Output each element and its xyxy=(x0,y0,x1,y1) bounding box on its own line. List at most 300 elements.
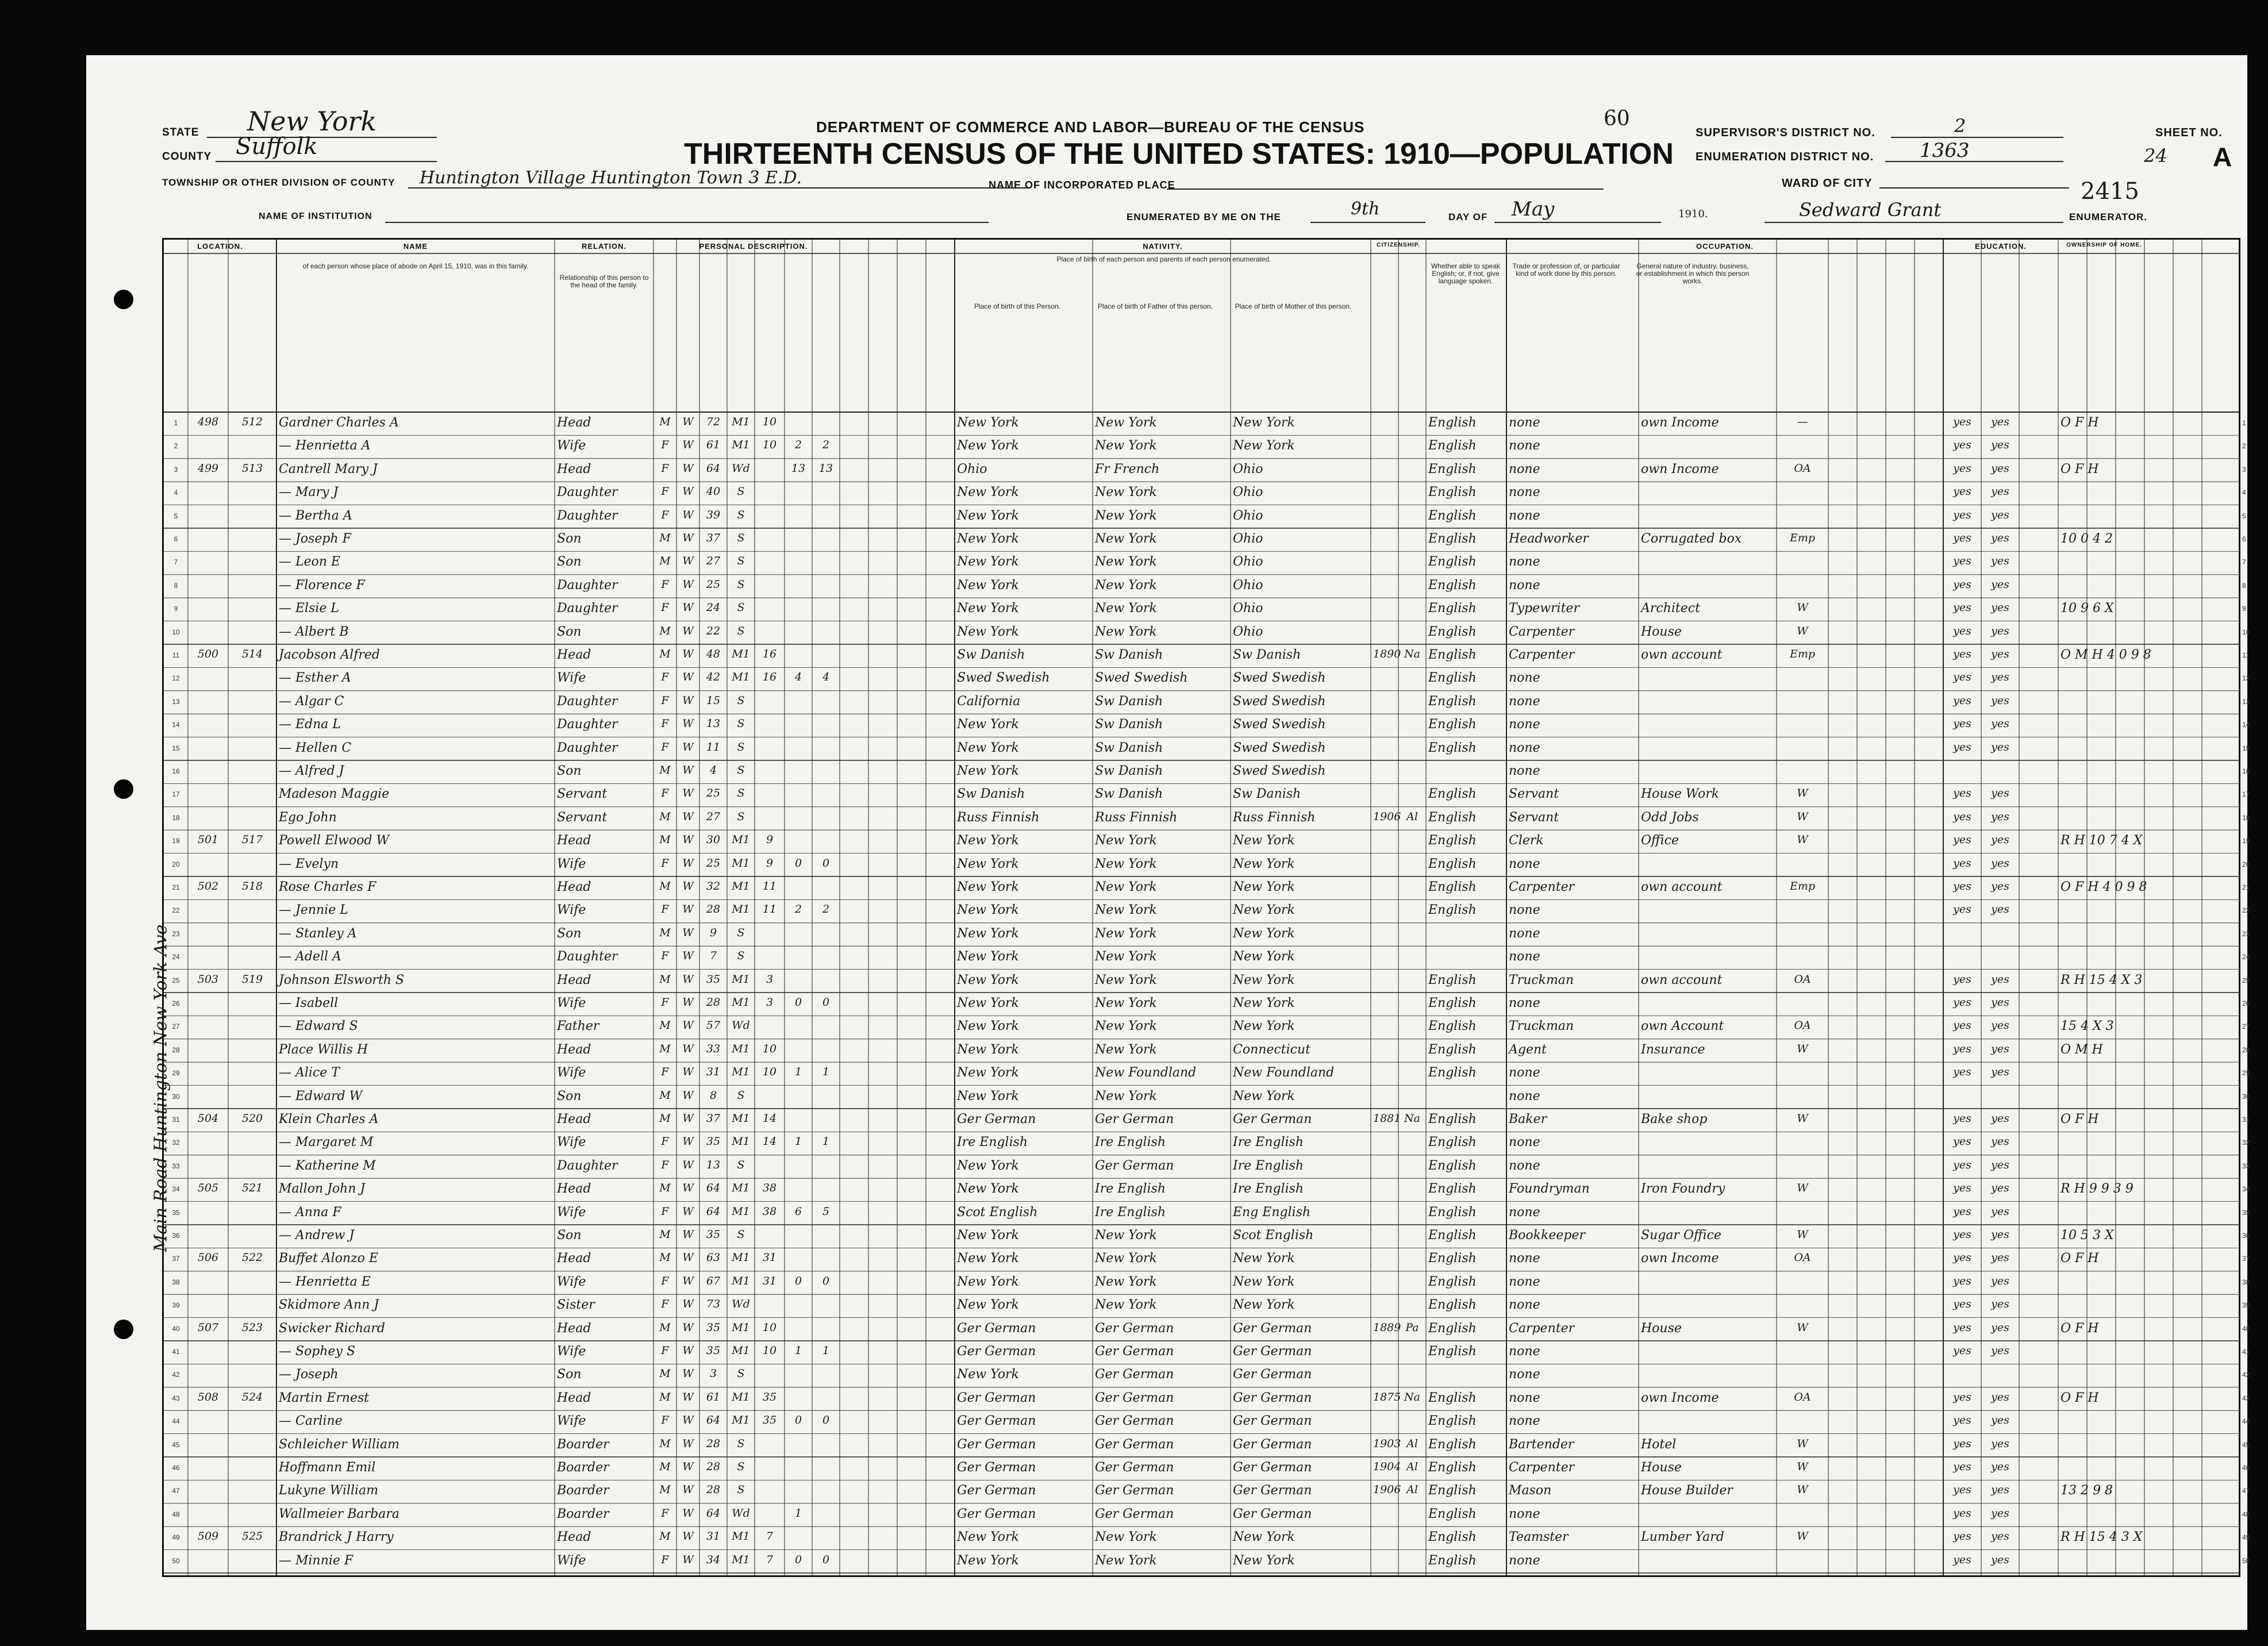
cell-yrs xyxy=(757,578,782,598)
cell-born: 6 xyxy=(794,1205,802,1218)
cell-fam xyxy=(230,578,274,598)
cell-mar: S xyxy=(737,532,745,544)
cell-write xyxy=(1983,764,2017,783)
cell-mar: M1 xyxy=(732,833,750,847)
cell-read: yes xyxy=(1953,1135,1971,1148)
cell-bf: Sw Danish xyxy=(1095,648,1163,662)
cell-occ: none xyxy=(1509,903,1540,918)
cell-fam: 518 xyxy=(241,880,263,893)
cell-bf: New York xyxy=(1095,578,1157,593)
cell-bm: Ger German xyxy=(1233,1437,1312,1452)
cell-name: — Evelyn xyxy=(279,856,339,871)
cell-sex: M xyxy=(659,1112,671,1125)
cell-rel: Daughter xyxy=(557,508,618,523)
cell-imm xyxy=(1373,880,1396,899)
cell-dwell xyxy=(190,694,226,714)
cell-alive xyxy=(814,532,837,551)
cell-ind: Hotel xyxy=(1641,1437,1677,1452)
cell-race: W xyxy=(682,1321,694,1334)
cell-bf: New York xyxy=(1095,1228,1157,1243)
cell-n: 36 xyxy=(172,1232,180,1240)
cell-bf: New York xyxy=(1095,1251,1157,1266)
cell-own xyxy=(2061,996,2228,1016)
cell-bm: Ger German xyxy=(1233,1112,1312,1126)
cell-alive xyxy=(814,741,837,760)
cell-mar: S xyxy=(737,787,745,800)
cell-sex: F xyxy=(661,439,669,452)
cell-n: 32 xyxy=(172,1139,180,1147)
cell-own: R H 10 7 4 X xyxy=(2061,833,2143,848)
cell-nat xyxy=(1401,1019,1424,1039)
cell-n: 13 xyxy=(172,697,180,706)
cell-bf: New York xyxy=(1095,833,1157,848)
cell-sex: M xyxy=(659,1042,671,1055)
cell-fam xyxy=(230,509,274,528)
cell-born xyxy=(787,509,810,528)
cell-bp: New York xyxy=(957,416,1019,430)
cell-lang: English xyxy=(1428,833,1477,848)
cell-nat: Al xyxy=(1406,1460,1418,1473)
cell-own xyxy=(2061,485,2228,505)
cell-write: yes xyxy=(1991,439,2009,452)
cell-born xyxy=(787,1043,810,1062)
cell-age: 48 xyxy=(706,648,721,660)
cell-bp: Ohio xyxy=(957,462,987,476)
cell-n: 25 xyxy=(172,976,180,984)
cell-read: yes xyxy=(1953,439,1971,452)
cell-name: — Albert B xyxy=(279,624,349,639)
cell-name: Mallon John J xyxy=(279,1182,366,1197)
cell-born xyxy=(787,1019,810,1039)
cell-occ: none xyxy=(1509,856,1540,871)
cell-own: R H 15 4 X 3 xyxy=(2061,972,2143,987)
cell-occ: Truckman xyxy=(1509,972,1574,987)
cell-yrs xyxy=(757,926,782,946)
cell-occ: Agent xyxy=(1509,1042,1547,1057)
cell-n: 46 xyxy=(172,1464,180,1472)
cell-born: 2 xyxy=(794,439,802,452)
township-label: TOWNSHIP OR OTHER DIVISION OF COUNTY xyxy=(162,177,395,188)
cell-bf: New York xyxy=(1095,949,1157,964)
cell-dwell: 505 xyxy=(197,1182,219,1195)
cell-fam xyxy=(230,671,274,690)
cell-age: 61 xyxy=(706,1390,721,1403)
county-field-line xyxy=(216,161,437,162)
cell-write: yes xyxy=(1991,1553,2009,1566)
cell-write: yes xyxy=(1991,1390,2009,1403)
cell-emp xyxy=(1779,903,1826,922)
cell-bf: New York xyxy=(1095,996,1157,1010)
cell-emp: W xyxy=(1797,1112,1808,1125)
state-value: New York xyxy=(247,106,377,137)
cell-ind: House Work xyxy=(1641,787,1720,802)
cell-born: 0 xyxy=(794,1274,802,1287)
group-relation: RELATION. xyxy=(581,242,627,251)
cell-alive: 0 xyxy=(822,1414,830,1427)
cell-bp: New York xyxy=(957,532,1019,546)
cell-age: 40 xyxy=(706,485,721,498)
cell-dwell xyxy=(190,810,226,830)
cell-bp: Ger German xyxy=(957,1390,1036,1405)
cell-sex: F xyxy=(661,462,669,475)
cell-born: 1 xyxy=(794,1135,802,1148)
cell-bp: New York xyxy=(957,833,1019,848)
cell-rel: Wife xyxy=(557,671,586,686)
birth-person-header: Place of birth of this Person. xyxy=(974,302,1061,310)
cell-read xyxy=(1946,926,1979,946)
cell-bf: Ger German xyxy=(1095,1483,1174,1498)
cell-imm xyxy=(1373,671,1396,690)
cell-mar: S xyxy=(737,485,745,498)
cell-imm xyxy=(1373,1066,1396,1085)
cell-bp: New York xyxy=(957,601,1019,616)
cell-own xyxy=(2061,903,2228,922)
cell-emp: OA xyxy=(1794,972,1811,986)
supervisor-value: 2 xyxy=(1954,115,1966,137)
cell-bf: New York xyxy=(1095,416,1157,430)
cell-bp: New York xyxy=(957,1158,1019,1173)
row-number-right: 5 xyxy=(2242,512,2246,520)
cell-ind xyxy=(1641,1205,1774,1225)
side-margin-note: Main Road Huntington New York Ave xyxy=(151,924,171,1252)
cell-rel: Head xyxy=(557,1321,591,1336)
cell-sex: M xyxy=(659,880,671,893)
cell-bp: Scot English xyxy=(957,1205,1038,1220)
cell-n: 4 xyxy=(174,489,178,497)
cell-ind xyxy=(1641,1344,1774,1364)
cell-ind xyxy=(1641,578,1774,598)
cell-mar: S xyxy=(737,1158,745,1171)
cell-ind xyxy=(1641,949,1774,969)
group-personal: PERSONAL DESCRIPTION. xyxy=(699,242,808,251)
cell-own xyxy=(2061,1507,2228,1526)
cell-own xyxy=(2061,1089,2228,1109)
cell-read: yes xyxy=(1953,1274,1971,1287)
cell-lang: English xyxy=(1428,624,1477,639)
cell-yrs xyxy=(757,810,782,830)
cell-name: — Henrietta E xyxy=(279,1274,371,1289)
cell-born xyxy=(787,1159,810,1178)
cell-dwell xyxy=(190,1089,226,1109)
cell-name: Gardner Charles A xyxy=(279,416,399,430)
cell-alive: 1 xyxy=(822,1066,830,1079)
cell-dwell xyxy=(190,485,226,505)
cell-age: 28 xyxy=(706,1483,721,1497)
cell-bf: New York xyxy=(1095,485,1157,500)
cell-fam xyxy=(230,1205,274,1225)
cell-alive xyxy=(814,1367,837,1387)
cell-born xyxy=(787,1182,810,1201)
cell-nat xyxy=(1401,1089,1424,1109)
cell-ind: House xyxy=(1641,1460,1682,1475)
cell-write: yes xyxy=(1991,1066,2009,1079)
cell-own xyxy=(2061,810,2228,830)
cell-own xyxy=(2061,1553,2228,1573)
cell-emp xyxy=(1779,1205,1826,1225)
cell-n: 43 xyxy=(172,1394,180,1402)
cell-bf: New York xyxy=(1095,439,1157,453)
cell-emp: W xyxy=(1797,1483,1808,1497)
cell-yrs xyxy=(757,949,782,969)
cell-sex: M xyxy=(659,648,671,660)
cell-born xyxy=(787,833,810,853)
cell-occ: Clerk xyxy=(1509,833,1544,848)
cell-imm xyxy=(1373,1507,1396,1526)
cell-n: 48 xyxy=(172,1510,180,1518)
row-number-right: 14 xyxy=(2242,721,2250,729)
cell-dwell xyxy=(190,1483,226,1503)
cell-nat xyxy=(1401,741,1424,760)
cell-own xyxy=(2061,949,2228,969)
cell-yrs: 3 xyxy=(766,972,774,986)
row-number-right: 15 xyxy=(2242,744,2250,752)
cell-dwell xyxy=(190,741,226,760)
cell-read: yes xyxy=(1953,532,1971,544)
cell-race: W xyxy=(682,1483,694,1497)
cell-n: 31 xyxy=(172,1116,180,1124)
cell-emp xyxy=(1779,1066,1826,1085)
cell-fam xyxy=(230,1483,274,1503)
cell-age: 27 xyxy=(706,555,721,568)
cell-mar: S xyxy=(737,1460,745,1473)
cell-write: yes xyxy=(1991,624,2009,637)
cell-emp: Emp xyxy=(1789,532,1816,544)
cell-bp: New York xyxy=(957,508,1019,523)
cell-fam xyxy=(230,764,274,783)
cell-bp: Ger German xyxy=(957,1460,1036,1475)
cell-age: 8 xyxy=(709,1089,717,1102)
cell-alive xyxy=(814,509,837,528)
cell-rel: Daughter xyxy=(557,1158,618,1173)
cell-own: R H 15 4 3 X xyxy=(2061,1530,2143,1545)
cell-bf: Russ Finnish xyxy=(1095,810,1178,825)
cell-read: yes xyxy=(1953,1553,1971,1566)
cell-lang: English xyxy=(1428,1019,1477,1034)
census-table xyxy=(162,238,2250,1577)
cell-emp xyxy=(1779,1553,1826,1573)
cell-yrs xyxy=(757,625,782,644)
cell-fam xyxy=(230,810,274,830)
cell-lang: English xyxy=(1428,578,1477,593)
cell-race: W xyxy=(682,1066,694,1079)
cell-race: W xyxy=(682,1228,694,1241)
cell-race: W xyxy=(682,648,694,660)
cell-race: W xyxy=(682,1367,694,1380)
cell-mar: M1 xyxy=(732,880,750,893)
cell-emp xyxy=(1779,1135,1826,1155)
cell-emp: OA xyxy=(1794,462,1811,475)
cell-bf: New York xyxy=(1095,972,1157,987)
group-ownership: OWNERSHIP OF HOME. xyxy=(2066,242,2142,248)
cell-lang: English xyxy=(1428,1228,1477,1243)
day-of-label: DAY OF xyxy=(1448,211,1488,222)
cell-n: 26 xyxy=(172,999,180,1007)
cell-bp: New York xyxy=(957,1019,1019,1034)
cell-bp: Ger German xyxy=(957,1506,1036,1521)
cell-own: O M H xyxy=(2061,1042,2103,1057)
cell-race: W xyxy=(682,1135,694,1148)
row-number-right: 37 xyxy=(2242,1255,2250,1263)
cell-rel: Wife xyxy=(557,1205,586,1220)
cell-rel: Head xyxy=(557,1182,591,1197)
cell-age: 30 xyxy=(706,833,721,847)
cell-ind: own account xyxy=(1641,880,1723,894)
cell-lang: English xyxy=(1428,601,1477,616)
cell-emp: Emp xyxy=(1789,880,1816,893)
cell-race: W xyxy=(682,532,694,544)
cell-yrs: 7 xyxy=(766,1530,774,1543)
cell-ind: Odd Jobs xyxy=(1641,810,1699,825)
cell-bm: New York xyxy=(1233,996,1295,1010)
cell-write: yes xyxy=(1991,972,2009,986)
cell-sex: M xyxy=(659,1228,671,1241)
cell-nat xyxy=(1401,1553,1424,1573)
cell-bf: New York xyxy=(1095,880,1157,894)
cell-n: 45 xyxy=(172,1440,180,1449)
cell-n: 3 xyxy=(174,465,178,474)
cell-alive xyxy=(814,787,837,806)
cell-fam xyxy=(230,1367,274,1387)
cell-alive xyxy=(814,1182,837,1201)
cell-write: yes xyxy=(1991,1182,2009,1195)
cell-nat xyxy=(1401,717,1424,737)
row-number-right: 21 xyxy=(2242,883,2250,891)
cell-rel: Head xyxy=(557,972,591,987)
cell-yrs: 9 xyxy=(766,856,774,870)
cell-name: — Katherine M xyxy=(279,1158,376,1173)
cell-yrs xyxy=(757,555,782,574)
cell-race: W xyxy=(682,1344,694,1357)
cell-name: — Carline xyxy=(279,1414,343,1429)
cell-name: — Mary J xyxy=(279,485,339,500)
cell-write: yes xyxy=(1991,1251,2009,1264)
cell-emp: W xyxy=(1797,601,1808,614)
cell-ind xyxy=(1641,717,1774,737)
cell-read: yes xyxy=(1953,1483,1971,1497)
cell-write: yes xyxy=(1991,1205,2009,1218)
cell-mar: Wd xyxy=(732,1298,750,1311)
cell-own: O F H xyxy=(2061,1112,2099,1126)
cell-age: 9 xyxy=(709,926,717,939)
cell-bp: Ger German xyxy=(957,1321,1036,1336)
cell-bm: Ger German xyxy=(1233,1506,1312,1521)
cell-n: 18 xyxy=(172,813,180,822)
cell-bp: New York xyxy=(957,1553,1019,1568)
cell-sex: F xyxy=(661,508,669,521)
cell-occ: none xyxy=(1509,764,1540,778)
cell-rel: Daughter xyxy=(557,578,618,593)
cell-alive xyxy=(814,648,837,667)
cell-imm xyxy=(1373,578,1396,598)
cell-bm: Eng English xyxy=(1233,1205,1311,1220)
cell-occ: none xyxy=(1509,462,1540,476)
cell-imm xyxy=(1373,1530,1396,1549)
cell-emp: W xyxy=(1797,787,1808,800)
cell-race: W xyxy=(682,1251,694,1264)
cell-emp xyxy=(1779,949,1826,969)
cell-sex: M xyxy=(659,1089,671,1102)
cell-dwell: 502 xyxy=(197,880,219,893)
cell-bf: Ger German xyxy=(1095,1344,1174,1359)
cell-dwell: 508 xyxy=(197,1390,219,1403)
cell-ind: Insurance xyxy=(1641,1042,1705,1057)
cell-read: yes xyxy=(1953,833,1971,847)
cell-lang: English xyxy=(1428,787,1477,802)
cell-imm xyxy=(1373,996,1396,1016)
cell-read: yes xyxy=(1953,880,1971,893)
cell-imm xyxy=(1373,439,1396,458)
cell-bm: Swed Swedish xyxy=(1233,671,1326,686)
cell-rel: Wife xyxy=(557,1274,586,1289)
cell-bf: Ger German xyxy=(1095,1437,1174,1452)
cell-occ: none xyxy=(1509,508,1540,523)
cell-race: W xyxy=(682,833,694,847)
cell-name: — Jennie L xyxy=(279,903,348,918)
cell-own xyxy=(2061,671,2228,690)
cell-name: Jacobson Alfred xyxy=(279,648,380,662)
cell-mar: M1 xyxy=(732,439,750,452)
cell-own xyxy=(2061,1135,2228,1155)
cell-n: 50 xyxy=(172,1556,180,1565)
cell-mar: M1 xyxy=(732,416,750,428)
cell-emp: W xyxy=(1797,1530,1808,1543)
cell-fam xyxy=(230,996,274,1016)
cell-age: 28 xyxy=(706,1437,721,1450)
cell-n: 20 xyxy=(172,860,180,868)
cell-yrs xyxy=(757,1460,782,1480)
cell-write xyxy=(1983,949,2017,969)
cell-name: Schleicher William xyxy=(279,1437,400,1452)
cell-race: W xyxy=(682,1553,694,1566)
cell-name: Rose Charles F xyxy=(279,880,376,894)
cell-race: W xyxy=(682,717,694,730)
cell-own xyxy=(2061,439,2228,458)
cell-bm: Ohio xyxy=(1233,624,1263,639)
cell-ind xyxy=(1641,1066,1774,1085)
cell-alive xyxy=(814,1530,837,1549)
cell-name: Ego John xyxy=(279,810,337,825)
cell-rel: Wife xyxy=(557,439,586,453)
cell-name: Lukyne William xyxy=(279,1483,379,1498)
cell-rel: Boarder xyxy=(557,1437,609,1452)
cell-nat xyxy=(1401,880,1424,899)
cell-born xyxy=(787,810,810,830)
cell-yrs: 7 xyxy=(766,1553,774,1566)
group-occupation: OCCUPATION. xyxy=(1696,242,1754,251)
cell-bm: Ire English xyxy=(1233,1158,1304,1173)
cell-nat xyxy=(1401,671,1424,690)
cell-alive xyxy=(814,1437,837,1457)
cell-rel: Boarder xyxy=(557,1460,609,1475)
cell-dwell xyxy=(190,1553,226,1573)
cell-read: yes xyxy=(1953,1390,1971,1403)
cell-sex: M xyxy=(659,1367,671,1380)
cell-fam xyxy=(230,1344,274,1364)
cell-occ: none xyxy=(1509,1274,1540,1289)
cell-fam xyxy=(230,1089,274,1109)
cell-occ: none xyxy=(1509,717,1540,732)
cell-rel: Head xyxy=(557,648,591,662)
cell-born xyxy=(787,1228,810,1248)
cell-bm: Ger German xyxy=(1233,1414,1312,1429)
cell-write: yes xyxy=(1991,1506,2009,1520)
group-name: NAME xyxy=(403,242,428,251)
cell-imm xyxy=(1373,1298,1396,1317)
cell-lang: English xyxy=(1428,1530,1477,1545)
cell-yrs: 10 xyxy=(762,1321,777,1334)
cell-sex: F xyxy=(661,903,669,916)
cell-imm xyxy=(1373,903,1396,922)
